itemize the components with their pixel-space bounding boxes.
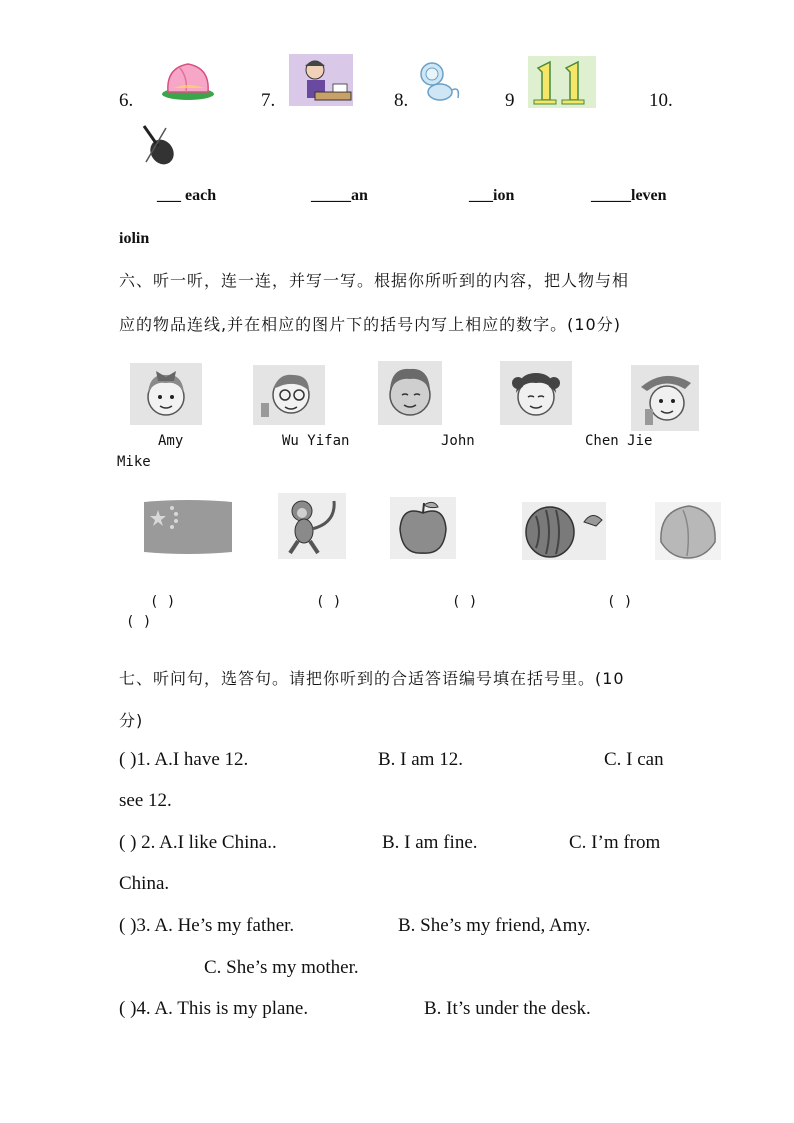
mike-portrait-icon (631, 365, 699, 431)
china-flag-icon (142, 498, 234, 556)
question-3-prefix: ( )3. A. He’s my father. (119, 915, 295, 936)
blank-an: _____an (311, 187, 368, 204)
wu-yifan-portrait-icon (253, 365, 325, 425)
question-4-prefix: ( )4. A. This is my plane. (119, 998, 309, 1019)
name-amy: Amy (158, 433, 184, 449)
peach-icon (158, 58, 218, 102)
item-number-9: 9 (505, 90, 515, 111)
item-number-6: 6. (119, 90, 134, 111)
question-2-continuation: China. (119, 873, 170, 894)
blank-each: ___ each (157, 187, 217, 204)
blank-ion: ___ion (469, 187, 515, 204)
name-chen-jie: Chen Jie (585, 433, 653, 449)
john-portrait-icon (378, 361, 442, 425)
answer-bracket-4[interactable]: ( ) (607, 594, 633, 610)
section-7-heading-line2: 分) (119, 711, 144, 730)
name-wu-yifan: Wu Yifan (282, 433, 350, 449)
question-1-option-c: C. I can (604, 749, 664, 770)
violin-icon (136, 122, 180, 168)
answer-bracket-3[interactable]: ( ) (452, 594, 478, 610)
lion-icon (414, 60, 464, 104)
apple-icon (390, 497, 456, 559)
amy-portrait-icon (130, 363, 202, 425)
peach-fruit-icon (655, 502, 721, 560)
watermelon-icon (522, 502, 606, 560)
name-mike: Mike (117, 454, 151, 470)
question-2-prefix: ( ) 2. A.I like China.. (119, 832, 277, 853)
number-eleven-icon (528, 56, 596, 108)
question-3-option-b: B. She’s my friend, Amy. (398, 915, 591, 936)
question-4-option-b: B. It’s under the desk. (424, 998, 591, 1019)
question-2-option-c: C. I’m from (569, 832, 661, 853)
section-6-heading-line2: 应的物品连线,并在相应的图片下的括号内写上相应的数字。(10分) (119, 315, 621, 334)
question-3-option-c: C. She’s my mother. (204, 957, 359, 978)
question-1-prefix: ( )1. A.I have 12. (119, 749, 249, 770)
question-1-continuation: see 12. (119, 790, 172, 811)
question-2-option-b: B. I am fine. (382, 832, 478, 853)
answer-bracket-2[interactable]: ( ) (316, 594, 342, 610)
question-1-option-b: B. I am 12. (378, 749, 463, 770)
man-at-desk-icon (289, 54, 353, 106)
section-7-heading-line1: 七、听问句，选答句。请把你听到的合适答语编号填在括号里。(10 (119, 669, 625, 688)
chen-jie-portrait-icon (500, 361, 572, 425)
blank-leven: _____leven (591, 187, 667, 204)
section-6-heading-line1: 六、听一听，连一连，并写一写。根据你所听到的内容，把人物与相 (119, 271, 630, 290)
name-john: John (441, 433, 475, 449)
answer-bracket-5[interactable]: ( ) (126, 614, 152, 630)
item-number-8: 8. (394, 90, 409, 111)
item-number-7: 7. (261, 90, 276, 111)
blank-iolin: iolin (119, 230, 150, 247)
monkey-icon (278, 493, 346, 559)
answer-bracket-1[interactable]: ( ) (150, 594, 176, 610)
item-number-10: 10. (649, 90, 673, 111)
